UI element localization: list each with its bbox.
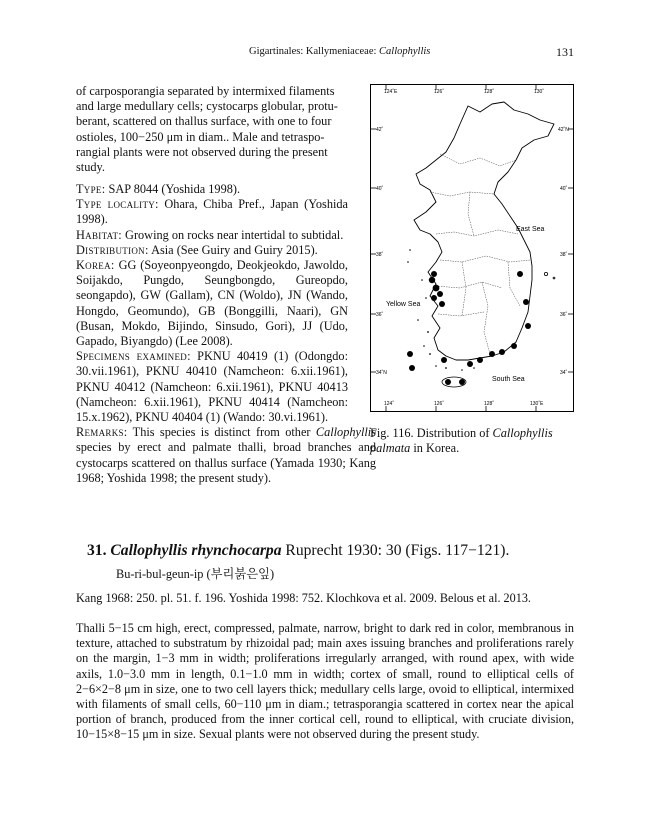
running-title: Gigartinales: Kallymeniaceae: <box>249 46 380 57</box>
record-point <box>431 271 437 277</box>
left-tick-label: 36˚ <box>376 312 384 318</box>
page-number: 131 <box>556 45 574 59</box>
text-line: of carposporangia separated by intermixed filaments <box>76 84 335 98</box>
description-paragraph: Thalli 5−15 cm high, erect, compressed, palmate, narrow, bright to dark red in color, membranous in texture, attached to substratum by rhizoidal pad; main axes issuing branches and proliferations rarely on the margin, 1−3 mm in width; proliferations irregularly arranged, with round apex, with wide axils, 1.0−3.0 mm in length, 0.1−1.0 mm in width; cortex of small, round to elliptical cells of 2−6×2−8 μm in size, one to two cell layers thick; medullary cells large, ovoid to elliptical, intermixed with filaments of small cells, 60−110 μm in diam.; tetrasporangia scattered in cortex near the apical portion of branch, produced from the inner cortical cell, round to elliptical, with cruciate division, 10−15×8−15 μm in size. Sexual plants were not observed during the present study. <box>76 621 574 742</box>
species-details <box>76 182 376 486</box>
text-line: ostioles, 100−250 μm in diam.. Male and tetraspo- <box>76 129 325 144</box>
right-tick-label: 38˚ <box>560 252 568 258</box>
species-number: 31. <box>87 542 107 559</box>
remarks-entry: Remarks: This species is distinct from other Callophyllis species by erect and palmate thalli, broad branches and cystocarps scattered on thallus surface (Yamada 1930; Kang 1968; Yoshida 1998; the present study). <box>76 425 376 485</box>
species-name: Callophyllis rhynchocarpa <box>110 542 282 559</box>
text-line: rangial plants were not observed during the present <box>76 144 328 159</box>
record-point <box>489 351 495 357</box>
running-header <box>249 46 430 57</box>
habitat-entry: Habitat: Growing on rocks near intertidal to subtidal. <box>76 227 344 242</box>
record-point <box>429 277 435 283</box>
distribution-map <box>370 84 574 412</box>
bottom-tick-label: 130˚E <box>530 401 544 407</box>
distribution-entry: Distribution: Asia (See Guiry and Guiry 2015). <box>76 242 318 257</box>
left-tick-label: 38˚ <box>376 252 384 258</box>
species-authority: Ruprecht 1930: 30 (Figs. 117−121). <box>281 542 510 559</box>
record-point <box>499 349 505 355</box>
top-tick-label: 126˚ <box>434 89 445 95</box>
record-point <box>517 271 523 277</box>
right-tick-label: 34˚ <box>560 370 568 376</box>
left-tick-label: 42˚ <box>376 127 384 133</box>
sea-label: South Sea <box>492 376 525 383</box>
record-point <box>477 357 483 363</box>
species-heading <box>87 542 509 560</box>
bottom-tick-label: 124˚ <box>384 401 395 407</box>
top-tick-label: 124˚E <box>384 89 398 95</box>
korea-entry: Korea: GG (Soyeonpyeongdo, Deokjeokdo, Jawoldo, Soijakdo, Pungdo, Seungbongdo, Gureopdo, seongapdo), GW (Gallam), CN (Woldo), JN (Wando, Hongdo, Geomundo), GB (Bonggilli, Naari), GN (Busan, Mokdo, Bijindo, Sinsudo, Gori), JJ (Udo, Gapado, Biyangdo) (Lee 2008). <box>76 258 348 349</box>
record-point <box>467 361 473 367</box>
right-tick-label: 42˚N <box>558 127 569 133</box>
right-tick-label: 40˚ <box>560 186 568 192</box>
text-line: berant, scattered on thallus surface, with one to four <box>76 114 332 129</box>
record-point <box>445 379 451 385</box>
text-line: study. <box>76 160 105 175</box>
record-point <box>431 295 437 301</box>
record-point <box>459 379 465 385</box>
text-line: and large medullary cells; cystocarps globular, protu- <box>76 99 338 114</box>
top-tick-label: 130˚ <box>534 89 545 95</box>
left-tick-label: 40˚ <box>376 186 384 192</box>
right-tick-label: 36˚ <box>560 312 568 318</box>
record-point <box>433 285 440 292</box>
sea-label: East Sea <box>516 226 545 233</box>
korean-name: Bu-ri-bul-geun-ip (부리붉은잎) <box>116 567 275 581</box>
left-tick-label: 34˚N <box>376 370 387 376</box>
type-locality-entry: Type locality: Ohara, Chiba Pref., Japan (Yoshida 1998). <box>76 197 348 227</box>
record-point <box>441 357 447 363</box>
running-genus: Callophyllis <box>379 46 431 57</box>
record-point <box>407 351 413 357</box>
figure-caption: Fig. 116. Distribution of Callophyllis palmata in Korea. <box>370 426 553 456</box>
record-point <box>439 301 445 307</box>
sea-label: Yellow Sea <box>386 301 421 308</box>
record-point <box>523 299 529 305</box>
intro-paragraph <box>76 84 348 175</box>
record-point <box>409 365 415 371</box>
references: Kang 1968: 250. pl. 51. f. 196. Yoshida 1998: 752. Klochkova et al. 2009. Belous et al. 2013. <box>76 591 531 605</box>
record-point <box>437 291 443 297</box>
record-point <box>511 343 517 349</box>
bottom-tick-label: 126˚ <box>434 401 445 407</box>
specimens-entry: Specimens examined: PKNU 40419 (1) (Odongdo: 30.vii.1961), PKNU 40410 (Namcheon: 6.xii.1961), PKNU 40412 (Namcheon: 6.xii.1961), PKNU 40413 (Namcheon: 6.xii.1961), PKNU 40414 (Namcheon: 15.x.1962), PKNU 40404 (1) (Wando: 30.vi.1961). <box>76 349 348 425</box>
record-point <box>525 323 531 329</box>
type-entry: Type: SAP 8044 (Yoshida 1998). <box>76 182 241 196</box>
bottom-tick-label: 128˚ <box>484 401 495 407</box>
top-tick-label: 128˚ <box>484 89 495 95</box>
